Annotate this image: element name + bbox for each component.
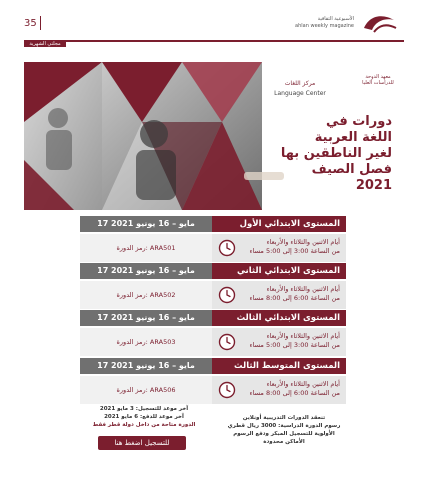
course-name: المستوى الابتدائي الثاني bbox=[212, 263, 346, 279]
course-body bbox=[80, 328, 346, 356]
title-line-3: لغير الناطقين بها bbox=[280, 146, 392, 161]
schedule-days: أيام الاثنين والثلاثاء والأربعاء bbox=[266, 238, 340, 246]
course-date: 17 مايو – 16 يونيو 2021 bbox=[80, 216, 212, 232]
registration-dates bbox=[84, 405, 204, 429]
course-date: 17 مايو – 16 يونيو 2021 bbox=[80, 263, 212, 279]
header-small-text bbox=[280, 16, 354, 30]
availability-note: الدورة متاحة من داخل دولة قطر فقط bbox=[92, 422, 196, 428]
payment-deadline: آخر موعد للدفع: 6 مايو 2021 bbox=[104, 414, 184, 420]
schedule-time: من الساعة 6:00 إلى 8:00 مساء bbox=[249, 389, 340, 397]
course-code: رمز الدورة: ARA503 bbox=[80, 328, 212, 356]
clock-icon bbox=[218, 381, 236, 399]
header-divider bbox=[40, 16, 41, 30]
title-line-4: فصل الصيف bbox=[311, 162, 392, 177]
hero-banner bbox=[24, 62, 404, 210]
info-priority: الأولوية للتسجيل المبكر ودفع الرسوم bbox=[233, 431, 335, 437]
info-fees: رسوم الدورة الدراسية: 3000 ريال قطري bbox=[227, 423, 341, 429]
title-line-1: دورات في bbox=[326, 114, 392, 129]
register-button[interactable]: للتسجيل اضغط هنا bbox=[98, 436, 186, 450]
info-online: تنعقد الدورات التدريبية أونلاين bbox=[242, 415, 326, 421]
course-header bbox=[80, 310, 346, 326]
course-body bbox=[80, 234, 346, 262]
header-rule bbox=[24, 40, 404, 42]
clock-icon bbox=[218, 286, 236, 304]
clock-icon bbox=[218, 239, 236, 257]
schedule-time: من الساعة 3:00 إلى 5:00 مساء bbox=[249, 247, 340, 255]
clock-icon bbox=[218, 333, 236, 351]
title-line-5: 2021 bbox=[355, 178, 392, 193]
course-code: رمز الدورة: ARA501 bbox=[80, 234, 212, 262]
info-limited: الأماكن محدودة bbox=[263, 439, 305, 445]
title-line-2: اللغة العربية bbox=[314, 130, 392, 145]
header-small-line2: ahlan weekly magazine bbox=[295, 23, 354, 29]
schedule-time: من الساعة 6:00 إلى 8:00 مساء bbox=[249, 294, 340, 302]
header-tab: مجلتي الشهرية bbox=[24, 41, 66, 47]
schedule-text bbox=[240, 285, 340, 303]
page-title bbox=[246, 114, 392, 194]
page-number: 35 bbox=[24, 18, 37, 29]
course-name: المستوى الابتدائي الثالث bbox=[212, 310, 346, 326]
center-name-en: Language Center bbox=[274, 90, 326, 97]
schedule-time: من الساعة 3:00 إلى 5:00 مساء bbox=[249, 341, 340, 349]
schedule-text bbox=[240, 238, 340, 256]
schedule-days: أيام الاثنين والثلاثاء والأربعاء bbox=[266, 285, 340, 293]
course-body bbox=[80, 281, 346, 309]
course-code: رمز الدورة: ARA502 bbox=[80, 281, 212, 309]
magazine-logo-icon bbox=[360, 10, 400, 36]
course-code: رمز الدورة: ARA506 bbox=[80, 376, 212, 404]
course-schedule bbox=[212, 376, 346, 404]
course-date: 17 مايو – 16 يونيو 2021 bbox=[80, 310, 212, 326]
institute-logo-text: معهد الدوحة للدراسات العليا bbox=[362, 74, 394, 86]
course-date: 17 مايو – 16 يونيو 2021 bbox=[80, 358, 212, 374]
course-header bbox=[80, 263, 346, 279]
course-name: المستوى المتوسط الثالث bbox=[212, 358, 346, 374]
schedule-days: أيام الاثنين والثلاثاء والأربعاء bbox=[266, 380, 340, 388]
course-header bbox=[80, 216, 346, 232]
header-small-line1: الأسبوعية الثقافية bbox=[317, 16, 354, 22]
registration-deadline: آخر موعد للتسجيل: 3 مايو 2021 bbox=[99, 406, 189, 412]
schedule-text bbox=[240, 380, 340, 398]
course-info bbox=[222, 414, 346, 446]
course-name: المستوى الابتدائي الأول bbox=[212, 216, 346, 232]
course-header bbox=[80, 358, 346, 374]
center-name-ar: مركز اللغات bbox=[284, 80, 316, 87]
course-schedule bbox=[212, 281, 346, 309]
schedule-text bbox=[240, 332, 340, 350]
course-body bbox=[80, 376, 346, 404]
schedule-days: أيام الاثنين والثلاثاء والأربعاء bbox=[266, 332, 340, 340]
course-schedule bbox=[212, 328, 346, 356]
course-schedule bbox=[212, 234, 346, 262]
